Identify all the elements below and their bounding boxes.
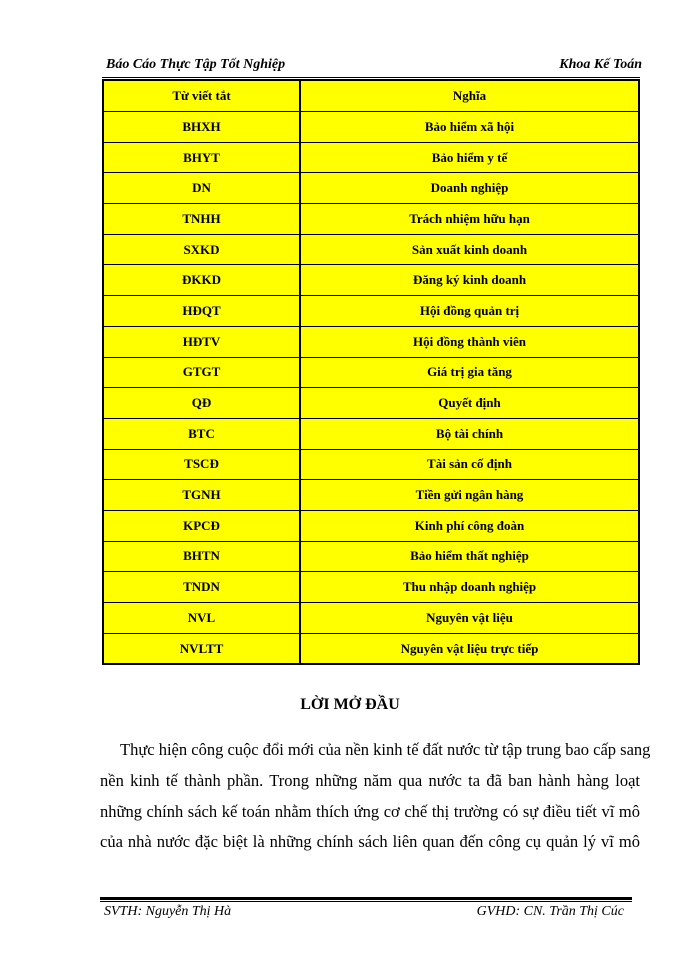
header-divider (102, 77, 640, 78)
meaning-cell: Nguyên vật liệu (300, 603, 639, 634)
table-row (103, 142, 639, 173)
meaning-cell: Bảo hiểm y tế (300, 142, 639, 173)
meaning-cell: Nguyên vật liệu trực tiếp (300, 633, 639, 664)
abbreviation-cell: KPCĐ (103, 510, 300, 541)
abbreviation-cell: TGNH (103, 480, 300, 511)
table-row (103, 418, 639, 449)
meaning-cell: Quyết định (300, 388, 639, 419)
abbreviation-cell: BTC (103, 418, 300, 449)
abbreviation-cell: BHYT (103, 142, 300, 173)
table-row (103, 603, 639, 634)
student-name: SVTH: Nguyễn Thị Hà (104, 904, 232, 919)
footer-divider-thin (100, 901, 632, 902)
supervisor-name: GVHD: CN. Trần Thị Cúc (476, 904, 624, 919)
paragraph-line: của nhà nước đặc biệt là những chính sách liên quan đến công cụ quản lý vĩ mô (100, 832, 640, 852)
abbreviation-cell: SXKD (103, 234, 300, 265)
meaning-cell: Giá trị gia tăng (300, 357, 639, 388)
meaning-cell: Tài sản cố định (300, 449, 639, 480)
column-header-abbreviation: Từ viết tắt (103, 80, 300, 112)
table-row (103, 112, 639, 143)
table-row (103, 173, 639, 204)
abbreviation-cell: NVLTT (103, 633, 300, 664)
footer-divider-thick (100, 897, 632, 900)
meaning-cell: Bảo hiểm xã hội (300, 112, 639, 143)
abbreviation-cell: BHTN (103, 541, 300, 572)
report-title: Báo Cáo Thực Tập Tốt Nghiệp (106, 57, 286, 72)
paragraph-line: nền kinh tế thành phần. Trong những năm qua nước ta đã ban hành hàng loạt (100, 770, 640, 790)
paragraph-line: Thực hiện công cuộc đổi mới của nền kinh tế đất nước từ tập trung bao cấp sang (120, 740, 651, 759)
department-name: Khoa Kế Toán (559, 57, 642, 72)
abbreviation-cell: TSCĐ (103, 449, 300, 480)
abbreviation-cell: TNHH (103, 204, 300, 235)
meaning-cell: Hội đồng quản trị (300, 296, 639, 327)
meaning-cell: Doanh nghiệp (300, 173, 639, 204)
table-row (103, 388, 639, 419)
abbreviation-cell: HĐTV (103, 326, 300, 357)
section-title: LỜI MỞ ĐẦU (300, 696, 400, 713)
table-row (103, 234, 639, 265)
page-header (106, 57, 642, 77)
abbreviation-cell: DN (103, 173, 300, 204)
table-row (103, 326, 639, 357)
table-row (103, 633, 639, 664)
table-row (103, 510, 639, 541)
abbreviation-table (102, 79, 640, 665)
table-row (103, 357, 639, 388)
intro-paragraph (100, 735, 651, 858)
meaning-cell: Kinh phí công đoàn (300, 510, 639, 541)
table-row (103, 296, 639, 327)
abbreviation-cell: BHXH (103, 112, 300, 143)
abbreviation-cell: TNDN (103, 572, 300, 603)
abbreviation-cell: NVL (103, 603, 300, 634)
meaning-cell: Trách nhiệm hữu hạn (300, 204, 639, 235)
table-row (103, 204, 639, 235)
meaning-cell: Hội đồng thành viên (300, 326, 639, 357)
abbreviation-cell: ĐKKD (103, 265, 300, 296)
table-row (103, 449, 639, 480)
meaning-cell: Đăng ký kinh doanh (300, 265, 639, 296)
table-header-row (103, 80, 639, 112)
abbreviation-cell: HĐQT (103, 296, 300, 327)
page-footer (104, 904, 624, 924)
meaning-cell: Bảo hiểm thất nghiệp (300, 541, 639, 572)
meaning-cell: Thu nhập doanh nghiệp (300, 572, 639, 603)
table-body (103, 112, 639, 665)
meaning-cell: Sản xuất kinh doanh (300, 234, 639, 265)
abbreviation-cell: QĐ (103, 388, 300, 419)
table-row (103, 541, 639, 572)
meaning-cell: Tiền gửi ngân hàng (300, 480, 639, 511)
abbreviation-cell: GTGT (103, 357, 300, 388)
table-row (103, 572, 639, 603)
meaning-cell: Bộ tài chính (300, 418, 639, 449)
column-header-meaning: Nghĩa (300, 80, 639, 112)
paragraph-line: những chính sách kế toán nhằm thích ứng cơ chế thị trường có sự điều tiết vĩ mô (100, 801, 640, 821)
table-row (103, 265, 639, 296)
table-row (103, 480, 639, 511)
